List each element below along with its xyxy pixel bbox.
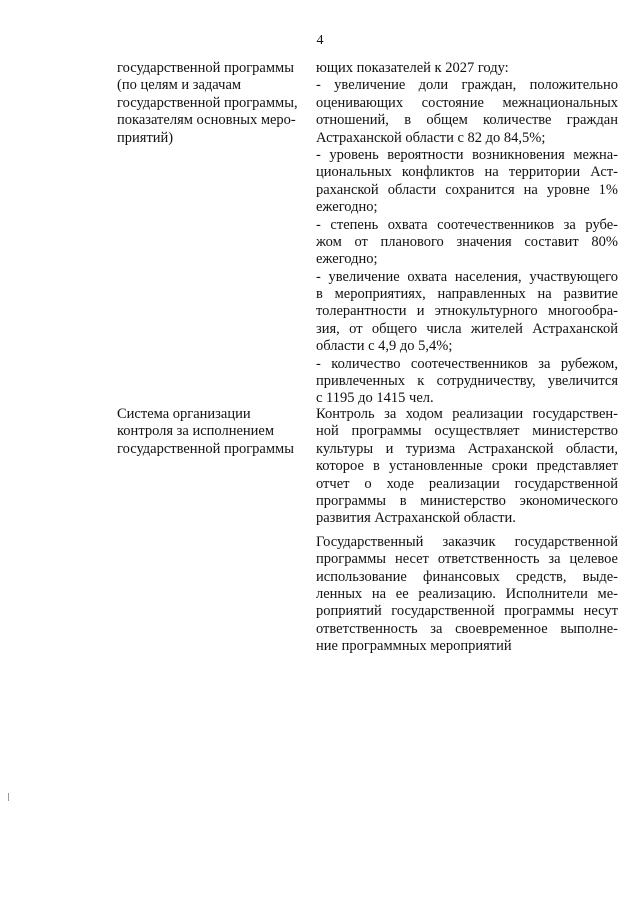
label-line: Система организации <box>117 406 251 422</box>
row-content <box>316 60 618 408</box>
label-line: показателям основных меро- <box>117 112 296 129</box>
text-line: зия, от общего числа жителей Астраханской <box>316 320 618 337</box>
paragraph <box>316 217 618 269</box>
paragraph <box>316 77 618 147</box>
label-line: государственной программы, <box>117 94 298 111</box>
text-line: жом от планового значения составит 80% <box>316 233 618 250</box>
text-line: Контроль за ходом реализации государствен- <box>316 406 618 422</box>
text-line: в мероприятиях, направленных на развитие <box>316 286 618 303</box>
text-line: отношений, в общем количестве граждан <box>316 112 618 129</box>
text-line: которое в установленные сроки представляет <box>316 458 618 475</box>
text-line: привлеченных к сотрудничеству, увеличится <box>316 373 618 390</box>
text-line: ной программы осуществляет министерство <box>316 423 618 440</box>
text-line: программы в министерство экономического <box>316 492 618 509</box>
text-line: ежегодно; <box>316 199 378 216</box>
text-line: Астраханской области с 82 до 84,5%; <box>316 129 546 146</box>
page-number: 4 <box>316 33 324 48</box>
text-line: ющих показателей к 2027 году: <box>316 60 509 76</box>
text-line: роприятий государственной программы несут <box>316 603 618 620</box>
label-line: (по целям и задачам <box>117 77 242 94</box>
text-line: циональных конфликтов на территории Аст- <box>316 164 618 181</box>
text-line: ленных на ее реализацию. Исполнители ме- <box>316 585 618 602</box>
paragraph <box>316 60 618 77</box>
label-line: приятий) <box>117 129 174 146</box>
text-line: - количество соотечественников за рубежом, <box>316 355 618 372</box>
text-line: ответственность за своевременное выполне- <box>316 620 618 637</box>
row-content <box>316 406 618 655</box>
text-line: ние программных мероприятий <box>316 638 512 655</box>
text-line: толерантности и этнокультурного многообра- <box>316 303 618 320</box>
text-line: - уровень вероятности возникновения межна- <box>316 146 618 163</box>
text-line: программы несет ответственность за целевое <box>316 551 618 568</box>
text-line: использование финансовых средств, выде- <box>316 568 618 585</box>
text-line: - увеличение доли граждан, положительно <box>316 77 618 94</box>
label-line: государственной программы <box>117 440 294 457</box>
row-label <box>117 406 302 458</box>
scan-mark <box>8 793 9 801</box>
text-line: Государственный заказчик государственной <box>316 533 618 550</box>
paragraph <box>316 534 618 656</box>
text-line: раханской области сохранится на уровне 1% <box>316 181 618 198</box>
label-line: контроля за исполнением <box>117 423 275 440</box>
text-line: развития Астраханской области. <box>316 510 516 527</box>
text-line: оценивающих состояние межнациональных <box>316 94 618 111</box>
text-line: с 1195 до 1415 чел. <box>316 390 434 407</box>
paragraph <box>316 269 618 356</box>
paragraph <box>316 406 618 528</box>
paragraph <box>316 147 618 217</box>
text-line: отчет о ходе реализации государственной <box>316 475 618 492</box>
row-label <box>117 60 302 147</box>
paragraph <box>316 356 618 408</box>
text-line: культуры и туризма Астраханской области, <box>316 440 618 457</box>
text-line: - увеличение охвата населения, участвующего <box>316 268 618 285</box>
text-line: области с 4,9 до 5,4%; <box>316 338 453 355</box>
text-line: - степень охвата соотечественников за рубе- <box>316 216 618 233</box>
label-line: государственной программы <box>117 60 294 76</box>
text-line: ежегодно; <box>316 251 378 268</box>
